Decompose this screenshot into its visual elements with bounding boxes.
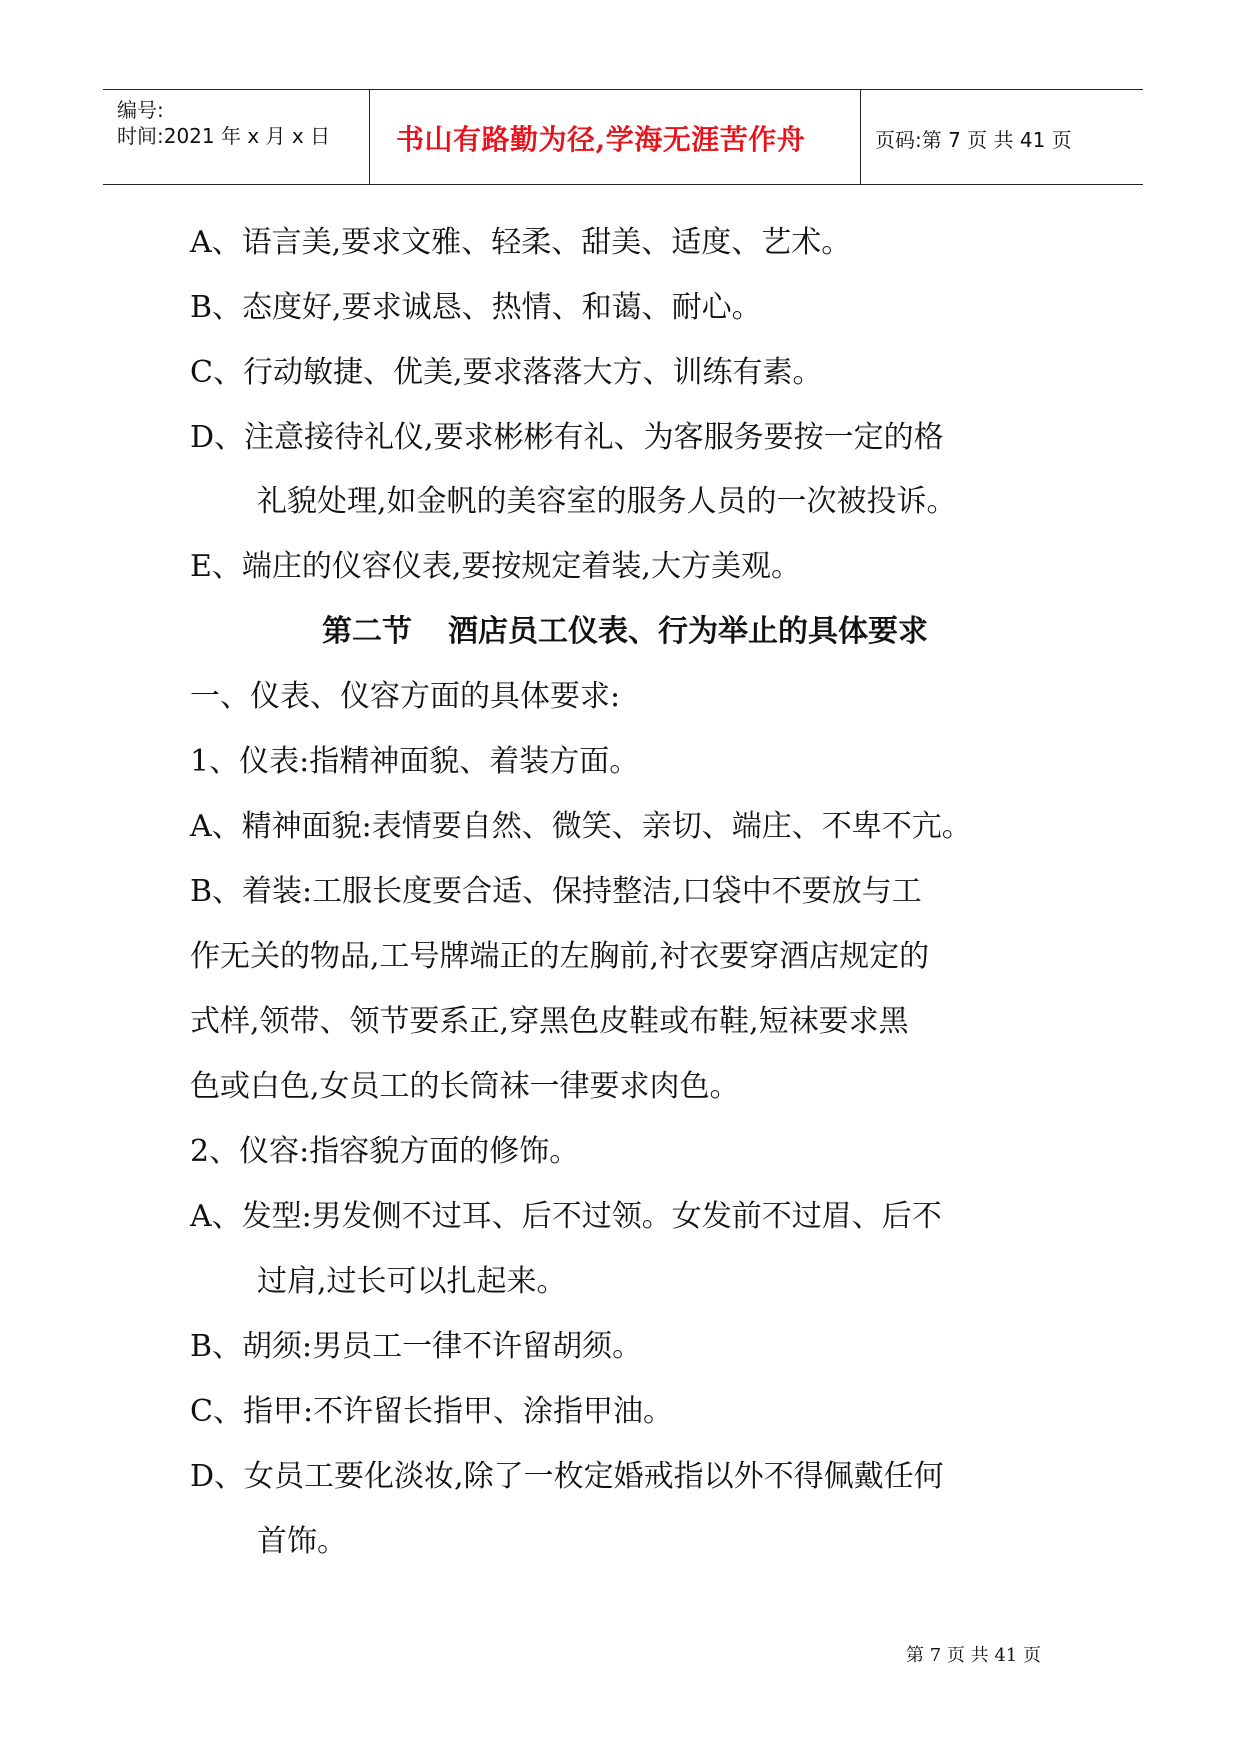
paragraph-line: A、精神面貌:表情要自然、微笑、亲切、端庄、不卑不亢。	[190, 809, 972, 844]
document-time-label: 时间:2021 年 x 月 x 日	[117, 124, 331, 148]
document-number-label: 编号:	[117, 98, 164, 122]
section-number: 第二节	[322, 614, 412, 649]
paragraph-line: 1、仪表:指精神面貌、着装方面。	[190, 744, 640, 779]
header-page-cell	[861, 90, 1143, 184]
paragraph-line: D、注意接待礼仪,要求彬彬有礼、为客服务要按一定的格	[190, 420, 944, 455]
paragraph-line: 2、仪容:指容貌方面的修饰。	[190, 1134, 580, 1169]
header-motto: 书山有路勤为径,学海无涯苦作舟	[396, 123, 806, 156]
paragraph-line: B、着装:工服长度要合适、保持整洁,口袋中不要放与工	[190, 874, 922, 909]
header-motto-cell	[370, 90, 861, 184]
page-header	[103, 89, 1143, 185]
paragraph-line: C、行动敏捷、优美,要求落落大方、训练有素。	[190, 355, 823, 390]
paragraph-line: E、端庄的仪容仪表,要按规定着装,大方美观。	[190, 549, 801, 584]
paragraph-line: 作无关的物品,工号牌端正的左胸前,衬衣要穿酒店规定的	[190, 939, 930, 974]
paragraph-line: B、态度好,要求诚恳、热情、和蔼、耐心。	[190, 290, 762, 325]
section-heading: 酒店员工仪表、行为举止的具体要求	[448, 614, 928, 649]
header-page-info: 页码:第 7 页 共 41 页	[875, 128, 1072, 152]
paragraph-line: 色或白色,女员工的长筒袜一律要求肉色。	[190, 1069, 740, 1104]
paragraph-line: 首饰。	[257, 1524, 347, 1559]
paragraph-line: C、指甲:不许留长指甲、涂指甲油。	[190, 1394, 674, 1429]
paragraph-line: A、发型:男发侧不过耳、后不过领。女发前不过眉、后不	[190, 1199, 942, 1234]
paragraph-line: 过肩,过长可以扎起来。	[257, 1264, 567, 1299]
paragraph-line: 式样,领带、领节要系正,穿黑色皮鞋或布鞋,短袜要求黑	[190, 1004, 909, 1039]
section-title	[322, 614, 928, 649]
paragraph-line: 礼貌处理,如金帆的美容室的服务人员的一次被投诉。	[257, 484, 957, 519]
paragraph-line: A、语言美,要求文雅、轻柔、甜美、适度、艺术。	[190, 225, 852, 260]
page-footer: 第 7 页 共 41 页	[906, 1645, 1041, 1666]
paragraph-line: D、女员工要化淡妆,除了一枚定婚戒指以外不得佩戴任何	[190, 1459, 944, 1494]
header-meta-cell	[103, 90, 370, 184]
paragraph-line: B、胡须:男员工一律不许留胡须。	[190, 1329, 643, 1364]
paragraph-line: 一、仪表、仪容方面的具体要求:	[190, 679, 621, 714]
